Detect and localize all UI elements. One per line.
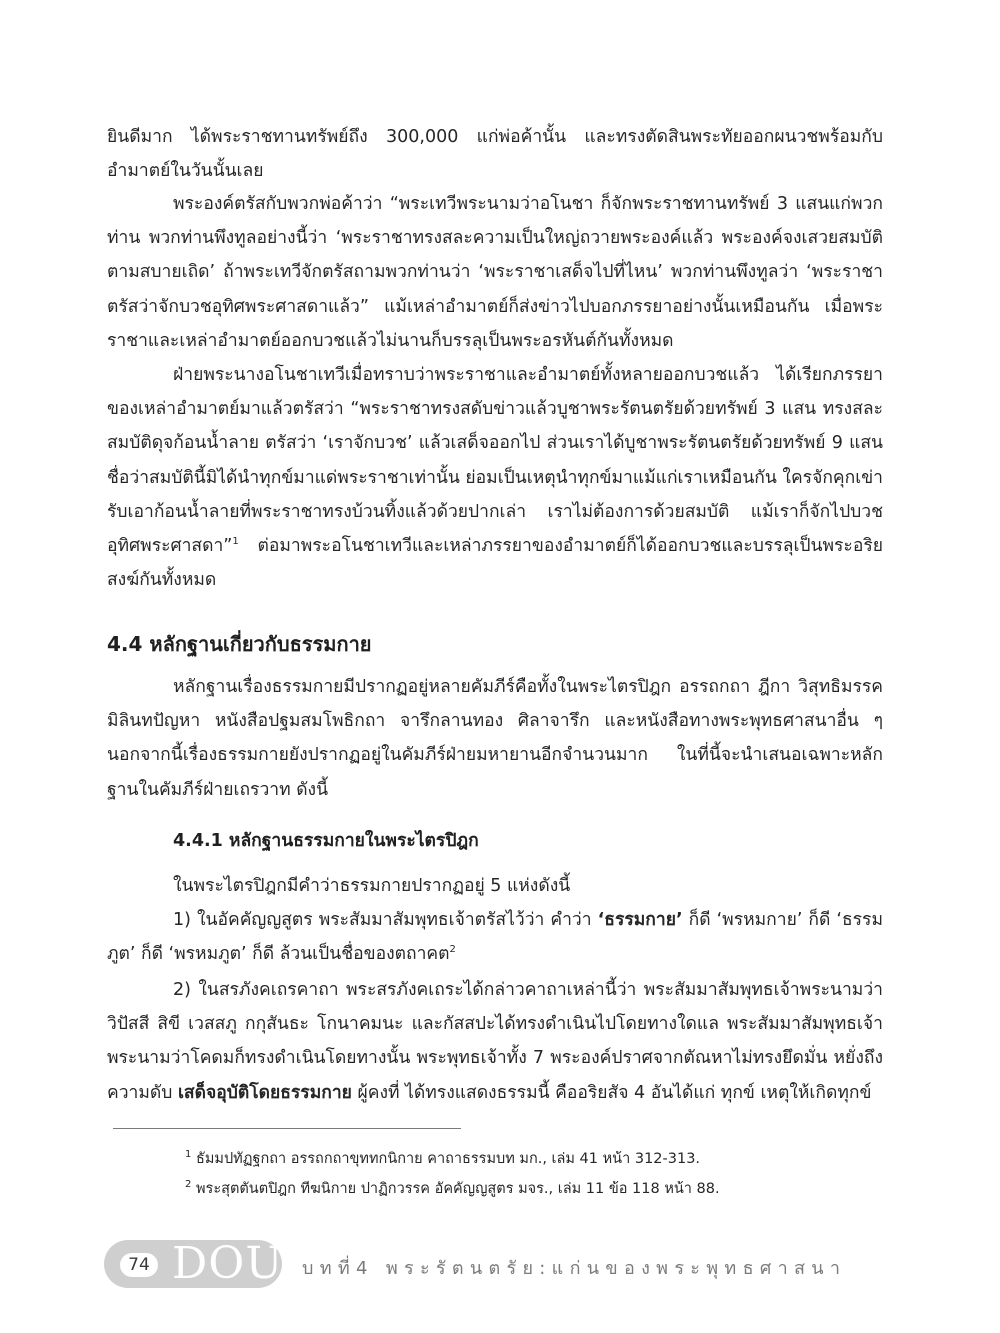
list-item-2-text-b: ผู้คงที่ ได้ทรงแสดงธรรมนี้ คืออริยสัจ 4 อันได้แก่ ทุกข์ เหตุให้เกิดทุกข์	[351, 1082, 872, 1103]
dou-logo: DOU	[172, 1238, 284, 1289]
footnote-ref-1[interactable]: 1	[232, 536, 239, 548]
paragraph-3-tail: ต่อมาพระอโนชาเทวีและเหล่าภรรยาของอำมาตย์ก็ได้ออกบวชและบรรลุเป็นพระอริยสงฆ์กันทั้งหมด	[107, 536, 883, 591]
term-arising-by-dhammakaya: เสด็จอุบัติโดยธรรมกาย	[177, 1082, 352, 1103]
footnote-1	[185, 1148, 700, 1170]
page-number: 74	[120, 1253, 158, 1277]
chapter-title: บทที่4 พระรัตนตรัย:แก่นของพระพุทธศาสนา	[302, 1258, 847, 1279]
footnote-1-number: 1	[185, 1149, 192, 1161]
paragraph-3-text: ฝ่ายพระนางอโนชาเทวีเมื่อทราบว่าพระราชาและอำมาตย์ทั้งหลายออกบวชแล้ว ได้เรียกภรรยาของเหล่าอำมาตย์มาแล้วตรัสว่า “พระราชาทรงสดับข่าวแล้วบูชาพระรัตนตรัยด้วยทรัพย์ 3 แสน ทรงสละสมบัติดุจก้อนน้ำลาย ตรัสว่า ‘เราจักบวช’ แล้วเสด็จออกไป ส่วนเราได้บูชาพระรัตนตรัยด้วยทรัพย์ 9 แสน ชื่อว่าสมบัตินี้มิได้นำทุกข์มาแด่พระราชาเท่านั้น ย่อมเป็นเหตุนำทุกข์มาแม้แก่เราเหมือนกัน ใครจักคุกเข่ารับเอาก้อนน้ำลายที่พระราชาทรงบ้วนทิ้งแล้วด้วยปากเล่า เราไม่ต้องการด้วยสมบัติ แม้เราก็จักไปบวชอุทิศพระศาสดา”	[107, 365, 883, 557]
footnote-1-text: ธัมมปทัฏฐกถา อรรถกถาขุททกนิกาย คาถาธรรมบท มก., เล่ม 41 หน้า 312-313.	[195, 1151, 701, 1167]
term-dhammakaya: ‘ธรรมกาย’	[597, 910, 683, 930]
intro-4-4-1: ในพระไตรปิฎกมีคำว่าธรรมกายปรากฏอยู่ 5 แห่งดังนี้	[173, 876, 571, 896]
paragraph-3	[107, 358, 883, 597]
footnote-2	[185, 1178, 720, 1200]
paragraph-1: ยินดีมาก ได้พระราชทานทรัพย์ถึง 300,000 แก่พ่อค้านั้น และทรงตัดสินพระทัยออกผนวชพร้อมกับอำมาตย์ในวันนั้นเลย	[107, 127, 883, 182]
list-item-1-text-b: ก็ดี ‘พรหมกาย’ ก็ดี ‘ธรรมภูต’ ก็ดี ‘พรหมภูต’ ก็ดี ล้วนเป็นชื่อของตถาคต	[107, 910, 883, 965]
footnote-2-number: 2	[185, 1179, 192, 1191]
footnote-ref-2[interactable]: 2	[449, 944, 456, 956]
subsection-heading-4-4-1: 4.4.1 หลักฐานธรรมกายในพระไตรปิฎก	[173, 831, 479, 851]
list-item-2	[107, 973, 883, 1110]
list-item-1-text: 1) ในอัคคัญญสูตร พระสัมมาสัมพุทธเจ้าตรัสไว้ว่า คำว่า	[173, 910, 598, 930]
footnote-divider	[113, 1128, 461, 1129]
paragraph-2: พระองค์ตรัสกับพวกพ่อค้าว่า “พระเทวีพระนามว่าอโนชา ก็จักพระราชทานทรัพย์ 3 แสนแก่พวกท่าน พวกท่านพึงทูลอย่างนี้ว่า ‘พระราชาทรงสละความเป็นใหญ่ถวายพระองค์แล้ว พระองค์จงเสวยสมบัติตามสบายเถิด’ ถ้าพระเทวีจักตรัสถามพวกท่านว่า ‘พระราชาเสด็จไปที่ไหน’ พวกท่านพึงทูลว่า ‘พระราชาตรัสว่าจักบวชอุทิศพระศาสดาแล้ว” แม้เหล่าอำมาตย์ก็ส่งข่าวไปบอกภรรยาอย่างนั้นเหมือนกัน เมื่อพระราชาและเหล่าอำมาตย์ออกบวชแล้วไม่นานก็บรรลุเป็นพระอรหันต์กันทั้งหมด	[107, 194, 883, 351]
footnote-2-text: พระสุตตันตปิฎก ทีฆนิกาย ปาฏิกวรรค อัคคัญญสูตร มจร., เล่ม 11 ข้อ 118 หน้า 88.	[195, 1181, 720, 1197]
list-item-2-text: 2) ในสรภังคเถรคาถา พระสรภังคเถระได้กล่าวคาถาเหล่านี้ว่า พระสัมมาสัมพุทธเจ้าพระนามว่าวิปัสสี สิขี เวสสภู กกุสันธะ โกนาคมนะ และกัสสปะได้ทรงดำเนินไปโดยทางใดแล พระสัมมาสัมพุทธเจ้าพระนามว่าโคดมก็ทรงดำเนินโดยทางนั้น พระพุทธเจ้าทั้ง 7 พระองค์ปราศจากตัณหาไม่ทรงยึดมั่น หยั่งถึงความดับ	[107, 980, 883, 1103]
paragraph-4: หลักฐานเรื่องธรรมกายมีปรากฏอยู่หลายคัมภีร์คือทั้งในพระไตรปิฎก อรรถกถา ฎีกา วิสุทธิมรรค มิลินทปัญหา หนังสือปฐมสมโพธิกถา จารึกลานทอง ศิลาจารึก และหนังสือทางพระพุทธศาสนาอื่น ๆ นอกจากนี้เรื่องธรรมกายยังปรากฏอยู่ในคัมภีร์ฝ่ายมหายานอีกจำนวนมาก ในที่นี้จะนำเสนอเฉพาะหลักฐานในคัมภีร์ฝ่ายเถรวาท ดังนี้	[107, 677, 883, 800]
section-heading-4-4: 4.4 หลักฐานเกี่ยวกับธรรมกาย	[107, 632, 372, 656]
list-item-1	[107, 903, 883, 971]
